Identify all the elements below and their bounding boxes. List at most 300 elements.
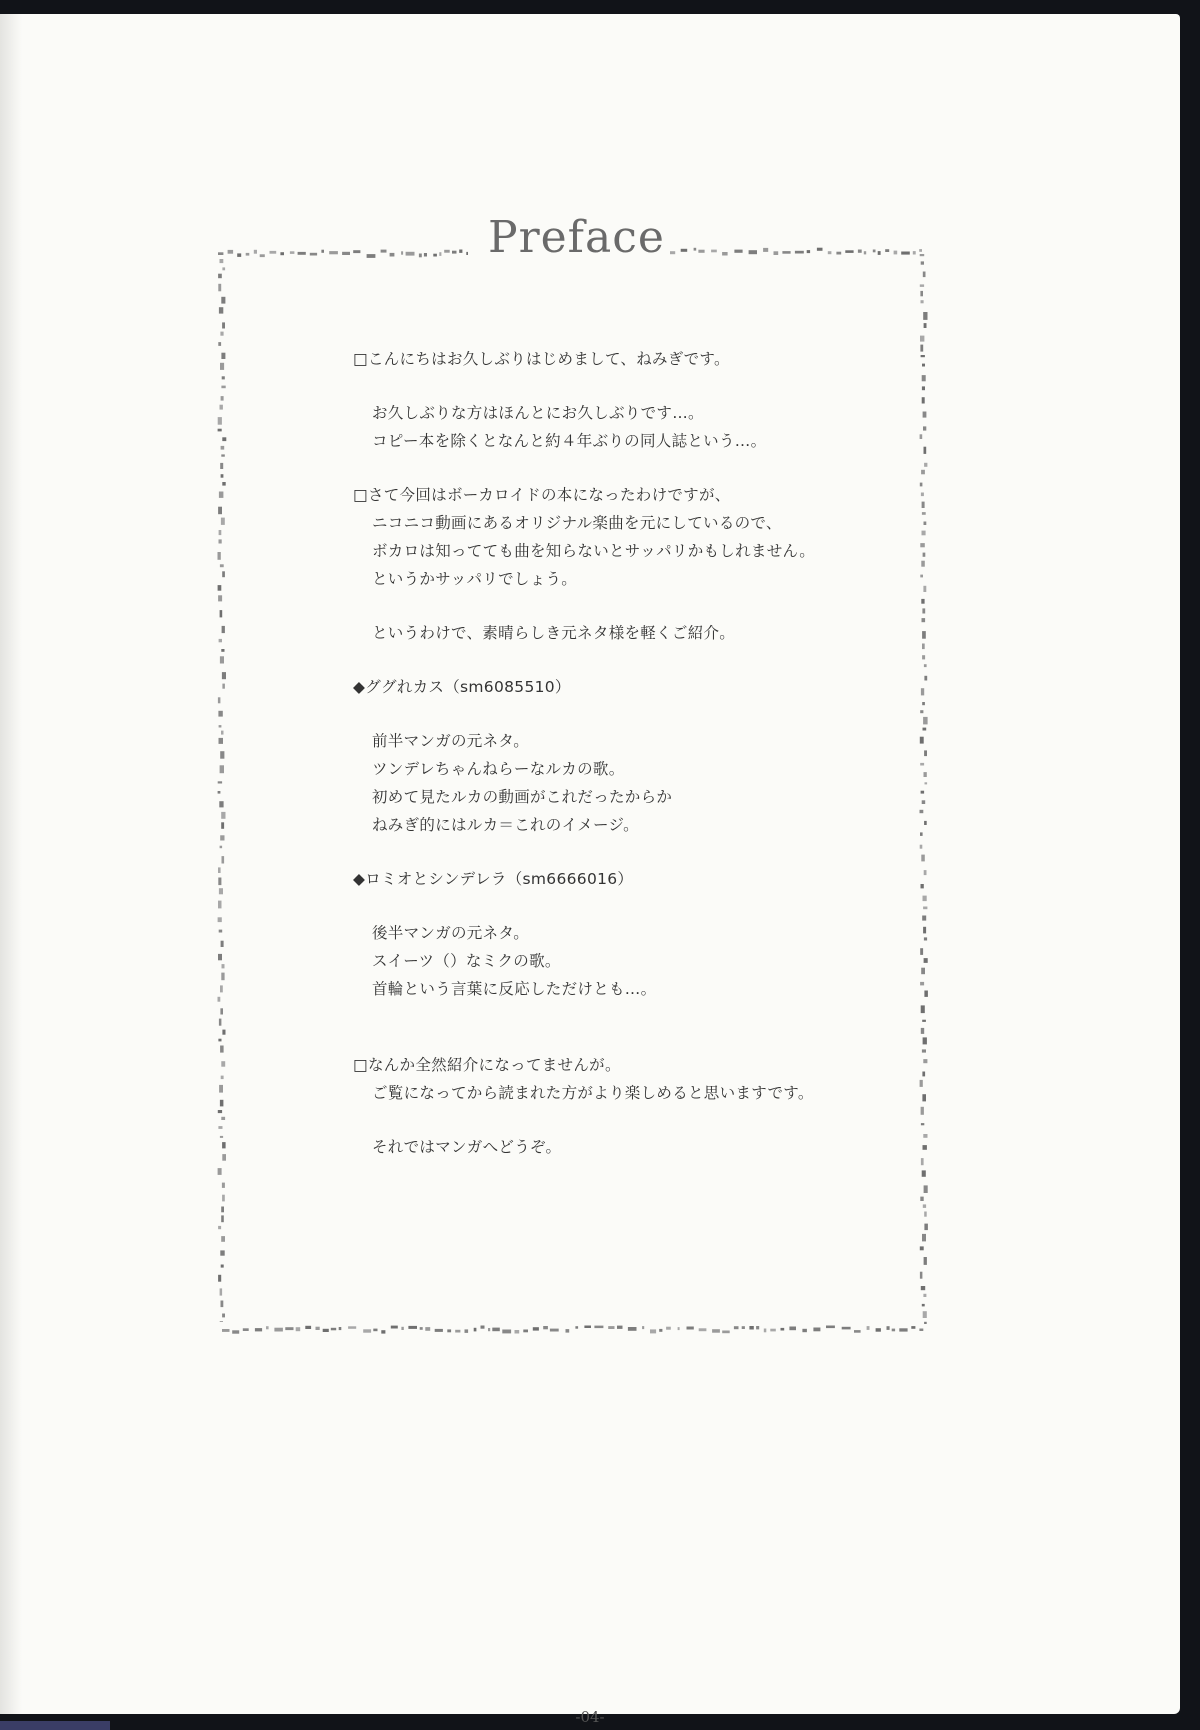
frame-dot bbox=[711, 250, 717, 253]
frame-dot bbox=[222, 1142, 226, 1148]
frame-dot bbox=[219, 530, 222, 535]
frame-dot bbox=[924, 1257, 927, 1265]
frame-dot bbox=[406, 252, 415, 256]
frame-dot bbox=[222, 1183, 225, 1188]
frame-dot bbox=[921, 1123, 924, 1125]
frame-dot bbox=[920, 737, 924, 744]
frame-dot bbox=[920, 336, 924, 342]
frame-dot bbox=[488, 1328, 490, 1331]
frame-dot bbox=[920, 845, 923, 849]
frame-dot bbox=[922, 800, 926, 804]
frame-dot bbox=[218, 1126, 222, 1129]
frame-dot bbox=[828, 251, 832, 254]
frame-dot bbox=[921, 1286, 925, 1290]
frame-dot bbox=[813, 1328, 820, 1332]
frame-dot bbox=[502, 1330, 511, 1334]
frame-dot bbox=[543, 1326, 548, 1329]
frame-dot bbox=[221, 396, 224, 401]
frame-dot bbox=[221, 1117, 225, 1120]
frame-dot bbox=[221, 1061, 225, 1067]
frame-dot bbox=[222, 482, 225, 486]
frame-dot bbox=[922, 386, 925, 390]
frame-dot bbox=[919, 249, 922, 252]
frame-dot bbox=[921, 1028, 924, 1034]
frame-dot bbox=[924, 991, 928, 997]
text-line: □なんか全然紹介になってませんが。 bbox=[353, 1056, 621, 1074]
frame-dot bbox=[221, 386, 225, 389]
frame-dot bbox=[922, 618, 926, 622]
frame-dot bbox=[220, 751, 224, 759]
frame-dot bbox=[222, 1314, 225, 1318]
frame-dot bbox=[348, 1326, 356, 1329]
frame-dot bbox=[481, 1326, 485, 1329]
frame-dot bbox=[433, 254, 437, 257]
frame-dot bbox=[222, 856, 225, 863]
frame-dot bbox=[920, 1272, 923, 1279]
frame-dot bbox=[342, 252, 350, 255]
frame-dot bbox=[228, 250, 234, 254]
frame-dot bbox=[218, 1168, 222, 1175]
frame-dot bbox=[447, 1329, 451, 1332]
frame-dot bbox=[220, 656, 224, 663]
frame-dot bbox=[826, 1326, 835, 1329]
frame-dot bbox=[222, 1154, 226, 1161]
frame-dot bbox=[922, 512, 926, 515]
text-line: スイーツ（）なミクの歌。 bbox=[372, 952, 561, 970]
frame-dot bbox=[876, 1328, 881, 1332]
frame-dot bbox=[221, 1215, 224, 1222]
frame-dot bbox=[921, 261, 924, 264]
frame-dot bbox=[920, 284, 924, 287]
frame-dot bbox=[323, 1329, 329, 1332]
frame-dot bbox=[219, 930, 223, 933]
frame-dot bbox=[218, 417, 222, 425]
frame-dot bbox=[533, 1327, 539, 1330]
frame-dot bbox=[221, 1301, 224, 1308]
text-line: コピー本を除くとなんと約４年ぶりの同人誌という…。 bbox=[372, 432, 767, 450]
frame-dot bbox=[218, 429, 222, 432]
frame-dot bbox=[922, 502, 925, 508]
page-number: -04- bbox=[575, 1708, 605, 1726]
frame-dot bbox=[221, 1207, 224, 1213]
frame-dot bbox=[474, 1328, 477, 1332]
frame-dot bbox=[919, 1329, 923, 1332]
frame-dot bbox=[221, 446, 225, 450]
frame-dot bbox=[923, 1134, 927, 1138]
frame-dot bbox=[920, 575, 923, 578]
frame-dot bbox=[923, 728, 927, 731]
frame-dot bbox=[922, 1170, 926, 1176]
frame-dot bbox=[466, 252, 468, 255]
frame-dot bbox=[885, 249, 889, 252]
frame-dot bbox=[924, 447, 927, 454]
frame-dot bbox=[922, 1072, 925, 1077]
frame-dot bbox=[290, 251, 295, 254]
frame-dot bbox=[221, 474, 224, 478]
frame-dot bbox=[802, 1329, 807, 1332]
frame-dot bbox=[920, 982, 924, 986]
frame-dot bbox=[373, 1329, 377, 1332]
frame-dot bbox=[222, 1030, 225, 1035]
frame-dot bbox=[795, 251, 804, 254]
frame-dot bbox=[789, 1327, 796, 1331]
frame-dot bbox=[722, 1331, 730, 1334]
text-line: というかサッパリでしょう。 bbox=[372, 570, 578, 588]
frame-dot bbox=[219, 725, 222, 727]
frame-dot bbox=[920, 483, 923, 487]
frame-dot bbox=[782, 251, 790, 254]
frame-dot bbox=[628, 1327, 637, 1331]
frame-dot bbox=[923, 1204, 926, 1208]
frame-dot bbox=[260, 254, 265, 257]
frame-dot bbox=[218, 507, 222, 515]
text-line: それではマンガへどうぞ。 bbox=[372, 1138, 562, 1156]
frame-dot bbox=[452, 251, 457, 254]
frame-dot bbox=[339, 1327, 342, 1330]
frame-dot bbox=[922, 702, 925, 705]
paragraph-vocaloid-intro bbox=[353, 481, 873, 593]
frame-dot bbox=[923, 312, 927, 320]
frame-dot bbox=[219, 801, 223, 807]
frame-dot bbox=[316, 1327, 320, 1330]
frame-dot bbox=[221, 1265, 224, 1268]
frame-dot bbox=[221, 731, 224, 735]
frame-dot bbox=[699, 1328, 707, 1331]
frame-dot bbox=[770, 1329, 776, 1332]
frame-dot bbox=[220, 363, 224, 370]
frame-dot bbox=[218, 901, 222, 909]
frame-dot bbox=[222, 267, 225, 270]
frame-dot bbox=[864, 251, 866, 254]
frame-dot bbox=[608, 1326, 614, 1329]
frame-dot bbox=[924, 1224, 928, 1231]
frame-dot bbox=[381, 250, 387, 253]
frame-dot bbox=[367, 254, 376, 258]
frame-dot bbox=[353, 250, 360, 253]
frame-dot bbox=[220, 1100, 224, 1107]
frame-dot bbox=[218, 878, 221, 886]
frame-dot bbox=[220, 463, 223, 469]
frame-dot bbox=[594, 1326, 603, 1329]
text-line: ◆ロミオとシンデレラ（sm6666016） bbox=[353, 870, 634, 888]
frame-dot bbox=[698, 250, 704, 253]
frame-dot bbox=[218, 274, 222, 279]
frame-dot bbox=[923, 426, 926, 430]
frame-dot bbox=[920, 948, 923, 955]
frame-dot bbox=[280, 252, 284, 255]
frame-dot bbox=[465, 1329, 469, 1333]
frame-dot bbox=[222, 322, 225, 328]
frame-dot bbox=[218, 867, 221, 873]
frame-dot bbox=[922, 531, 926, 536]
frame-dot bbox=[219, 1085, 223, 1093]
paragraph-long-time bbox=[353, 399, 873, 455]
frame-dot bbox=[218, 954, 222, 960]
frame-dot bbox=[923, 717, 928, 725]
frame-dot bbox=[922, 364, 925, 367]
frame-dot bbox=[924, 821, 927, 825]
frame-dot bbox=[221, 1076, 224, 1080]
frame-dot bbox=[924, 772, 927, 777]
text-line: □さて今回はボーカロイドの本になったわけですが、 bbox=[353, 486, 731, 504]
frame-dot bbox=[255, 1328, 262, 1331]
frame-dot bbox=[678, 1327, 680, 1330]
frame-dot bbox=[363, 1329, 371, 1332]
frame-dot bbox=[920, 810, 924, 813]
frame-dot bbox=[920, 1197, 923, 1201]
frame-dot bbox=[221, 649, 224, 652]
frame-dot bbox=[219, 307, 223, 313]
frame-dot bbox=[408, 1326, 417, 1329]
frame-dot bbox=[220, 1046, 224, 1053]
text-line: ツンデレちゃんねらーなルカの歌。 bbox=[372, 760, 625, 778]
frame-dot bbox=[254, 250, 257, 254]
frame-dot bbox=[920, 710, 923, 713]
frame-dot bbox=[921, 884, 924, 888]
frame-dot bbox=[921, 968, 925, 975]
frame-dot bbox=[922, 631, 926, 639]
frame-dot bbox=[923, 412, 927, 418]
frame-dot bbox=[878, 251, 881, 255]
frame-dot bbox=[924, 463, 927, 467]
frame-dot bbox=[923, 1294, 926, 1297]
frame-dot bbox=[922, 1094, 926, 1101]
frame-dot bbox=[921, 493, 924, 497]
preface-body bbox=[353, 345, 873, 1161]
frame-dot bbox=[873, 250, 876, 253]
frame-dot bbox=[781, 1328, 785, 1331]
frame-dot bbox=[401, 251, 403, 254]
frame-dot bbox=[274, 1328, 283, 1332]
frame-dot bbox=[270, 251, 277, 254]
frame-dot bbox=[670, 251, 675, 254]
frame-dot bbox=[435, 1329, 443, 1332]
frame-dot bbox=[439, 252, 441, 256]
frame-dot bbox=[922, 1049, 926, 1052]
frame-dot bbox=[221, 518, 225, 525]
frame-dot bbox=[742, 1326, 745, 1329]
frame-dot bbox=[220, 610, 223, 617]
frame-dot bbox=[913, 251, 916, 254]
frame-dot bbox=[221, 812, 225, 819]
frame-dot bbox=[221, 454, 225, 456]
frame-dot bbox=[331, 1328, 336, 1331]
frame-dot bbox=[892, 1329, 895, 1332]
frame-dot bbox=[666, 1327, 671, 1330]
frame-dot bbox=[218, 252, 223, 255]
frame-dot bbox=[923, 896, 927, 902]
frame-dot bbox=[923, 1145, 927, 1150]
frame-dot bbox=[218, 595, 222, 601]
frame-dot bbox=[921, 1107, 924, 1115]
frame-dot bbox=[285, 1327, 293, 1330]
frame-dot bbox=[218, 917, 222, 922]
frame-dot bbox=[220, 1250, 224, 1255]
frame-dot bbox=[681, 249, 688, 252]
song-description-1 bbox=[353, 727, 873, 839]
frame-dot bbox=[550, 1329, 559, 1332]
frame-dot bbox=[854, 1330, 861, 1333]
frame-dot bbox=[924, 1212, 927, 1217]
frame-dot bbox=[923, 1311, 927, 1318]
frame-dot bbox=[923, 1037, 927, 1044]
frame-dot bbox=[734, 1326, 739, 1329]
text-line: 初めて見たルカの動画がこれだったからか bbox=[372, 788, 673, 806]
frame-dot bbox=[650, 1329, 656, 1333]
frame-dot bbox=[219, 1019, 222, 1026]
frame-dot bbox=[222, 672, 226, 679]
frame-dot bbox=[842, 1327, 851, 1330]
frame-dot bbox=[924, 958, 928, 963]
frame-dot bbox=[921, 599, 924, 604]
frame-dot bbox=[922, 644, 925, 650]
frame-dot bbox=[220, 259, 224, 263]
frame-dot bbox=[222, 684, 225, 689]
frame-dot bbox=[924, 870, 927, 875]
frame-dot bbox=[221, 973, 224, 981]
frame-dot bbox=[219, 738, 224, 744]
song-heading-1 bbox=[353, 673, 873, 701]
frame-dot bbox=[459, 250, 462, 253]
frame-dot bbox=[807, 250, 810, 253]
frame-dot bbox=[218, 791, 221, 794]
frame-dot bbox=[920, 291, 923, 296]
frame-dot bbox=[921, 791, 925, 794]
frame-dot bbox=[381, 1330, 385, 1333]
frame-dot bbox=[920, 832, 923, 836]
frame-dot bbox=[221, 1236, 225, 1242]
frame-dot bbox=[922, 1234, 926, 1242]
frame-dot bbox=[925, 782, 928, 784]
frame-dot bbox=[444, 250, 450, 253]
frame-dot bbox=[921, 855, 925, 862]
frame-dot bbox=[218, 1039, 221, 1042]
frame-dot bbox=[924, 750, 927, 756]
frame-dot bbox=[922, 375, 926, 381]
frame-dot bbox=[922, 608, 925, 613]
frame-dot bbox=[222, 626, 225, 633]
frame-dot bbox=[923, 907, 927, 910]
frame-dot bbox=[920, 543, 925, 547]
frame-dot bbox=[920, 434, 923, 439]
frame-dot bbox=[687, 1327, 694, 1330]
frame-dot bbox=[922, 397, 925, 403]
frame-dot bbox=[246, 253, 250, 256]
frame-dot bbox=[221, 353, 225, 359]
frame-dot bbox=[218, 1110, 222, 1113]
frame-dot bbox=[218, 997, 221, 1002]
frame-dot bbox=[774, 251, 779, 255]
frame-dot bbox=[901, 252, 910, 255]
frame-dot bbox=[220, 1008, 223, 1014]
frame-dot bbox=[617, 1326, 623, 1329]
frame-dot bbox=[219, 888, 223, 894]
text-line: お久しぶりな方はほんとにお久しぶりです…。 bbox=[372, 404, 704, 422]
frame-dot bbox=[763, 248, 768, 252]
frame-dot bbox=[218, 1226, 221, 1229]
frame-dot bbox=[425, 1327, 430, 1331]
frame-dot bbox=[922, 916, 926, 921]
frame-dot bbox=[845, 250, 853, 253]
frame-dot bbox=[712, 1329, 720, 1333]
frame-dot bbox=[220, 835, 224, 840]
frame-dot bbox=[921, 1158, 924, 1165]
text-line: というわけで、素晴らしき元ネタ様を軽くご紹介。 bbox=[372, 624, 736, 642]
text-line: ◆ググれカス（sm6085510） bbox=[353, 678, 571, 696]
frame-dot bbox=[694, 248, 697, 251]
frame-dot bbox=[218, 711, 222, 717]
frame-dot bbox=[920, 345, 923, 352]
frame-dot bbox=[220, 1136, 223, 1138]
scan-edge-mark bbox=[0, 1721, 110, 1730]
paragraph-introduction bbox=[353, 619, 873, 647]
paragraph-closing bbox=[353, 1051, 873, 1107]
frame-dot bbox=[722, 252, 728, 256]
frame-dot bbox=[220, 846, 223, 849]
frame-dot bbox=[222, 1329, 230, 1332]
frame-dot bbox=[329, 251, 338, 254]
frame-dot bbox=[920, 1080, 923, 1087]
page bbox=[0, 14, 1180, 1726]
text-line: □こんにちはお久しぶりはじめまして、ねみぎです。 bbox=[353, 350, 730, 368]
frame-dot bbox=[749, 250, 757, 254]
frame-dot bbox=[922, 655, 925, 659]
page-title: Preface bbox=[488, 212, 665, 263]
paragraph-sendoff bbox=[353, 1133, 873, 1161]
frame-dot bbox=[921, 300, 924, 303]
frame-dot bbox=[220, 564, 224, 567]
frame-dot bbox=[220, 405, 223, 410]
frame-dot bbox=[419, 254, 422, 258]
frame-dot bbox=[836, 252, 841, 255]
frame-dot bbox=[220, 1288, 223, 1295]
frame-dot bbox=[237, 253, 241, 257]
frame-dot bbox=[220, 765, 224, 773]
frame-dot bbox=[899, 1328, 907, 1331]
frame-dot bbox=[401, 1327, 403, 1330]
frame-dot bbox=[817, 248, 823, 251]
frame-dot bbox=[222, 1195, 225, 1202]
frame-dot bbox=[218, 284, 221, 292]
frame-dot bbox=[922, 1020, 926, 1022]
frame-dot bbox=[222, 376, 225, 379]
frame-dot bbox=[921, 1005, 925, 1013]
text-line: 後半マンガの元ネタ。 bbox=[372, 924, 530, 942]
frame-dot bbox=[219, 639, 222, 642]
frame-dot bbox=[321, 250, 324, 253]
frame-dot bbox=[218, 585, 222, 591]
frame-dot bbox=[566, 1329, 570, 1333]
frame-dot bbox=[921, 355, 925, 357]
frame-dot bbox=[911, 1326, 915, 1329]
frame-dot bbox=[220, 1321, 223, 1322]
frame-dot bbox=[310, 253, 317, 256]
frame-dot bbox=[921, 688, 924, 695]
frame-dot bbox=[220, 332, 223, 336]
frame-dot bbox=[575, 1326, 578, 1329]
frame-dot bbox=[924, 676, 927, 681]
text-line: 首輪という言葉に反応しただけとも…。 bbox=[372, 980, 657, 998]
paragraph-greeting bbox=[353, 345, 873, 373]
frame-dot bbox=[298, 252, 306, 255]
frame-dot bbox=[924, 937, 927, 940]
frame-dot bbox=[924, 664, 927, 667]
song-heading-2 bbox=[353, 865, 873, 893]
song-description-2 bbox=[353, 919, 873, 1003]
frame-dot bbox=[220, 985, 223, 992]
frame-dot bbox=[420, 1327, 423, 1330]
frame-dot bbox=[296, 1327, 301, 1331]
